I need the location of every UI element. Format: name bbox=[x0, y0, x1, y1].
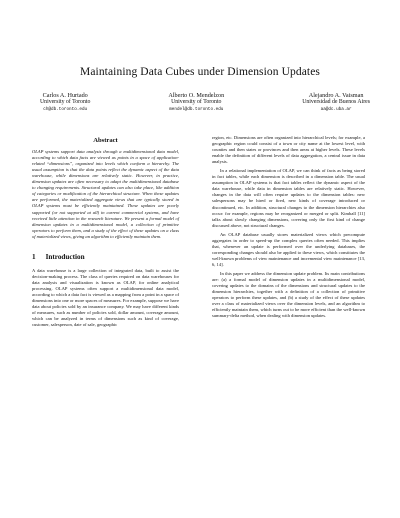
author-name: Carlos A. Hurtado bbox=[42, 92, 88, 99]
body-paragraph: region, etc. Dimensions are often organized into hierarchical levels; for example, a geographic region could consist of a town or city name at the lowest level, with counties and then states or provinces and then areas at higher levels. These levels enable the definition of different levels of data aggregation, a central issue in data analysis. bbox=[212, 135, 365, 165]
author-block bbox=[40, 92, 370, 114]
body-paragraph: In a relational implementation of OLAP, we can think of facts as being stored in fact tables, while each dimension is described in a dimension table. The usual assumption in OLAP systems is that fact tables reflect the dynamic aspect of the data warehouse, while data in dimension tables are relatively static. However, changes in the data will often require updates to the dimension tables: new salespersons may be hired or fired, new kinds of coverage introduced or discontinued, etc. In addition, structural changes to the dimension hierarchies also occur: for example, regions may be reorganized or merged or split. Kimball [11] talks about slowly changing dimensions, covering only the first kind of change discussed above, not structural changes. bbox=[212, 168, 365, 228]
body-paragraph: An OLAP database usually stores materialized views which precompute aggregates in order to speed-up the complex queries often needed. This implies that, whenever an update is performed over the underlying databases, the corresponding changes should also be applied to these views, which constitutes the well-known problems of view maintenance and incremental view maintenance [13, 6, 14]. bbox=[212, 231, 365, 267]
author-name: Alejandro A. Vaisman bbox=[308, 92, 364, 99]
intro-paragraph: A data warehouse is a large collection of integrated data, built to assist the decision-making process. The class of queries required on data warehouses for data analysis and visualization is known as OLAP, for online analytical processing. OLAP systems often support a multidimensional data model, according to which a data fact is viewed as a mapping from a point in a space of dimensions into one or more spaces of measures. For example, suppose we have data about policies sold by an insurance company. We may have different kinds of measures, such as number of policies sold, dollar amount, coverage amount, which can be analyzed in terms of dimensions such as kind of coverage, customer, salesperson, date of sale, geographic bbox=[32, 267, 179, 328]
author-1 bbox=[40, 92, 90, 114]
author-affiliation: Universidad de Buenos Aires bbox=[302, 99, 370, 106]
section-title: Introduction bbox=[45, 252, 85, 261]
author-name: Alberto O. Mendelzon bbox=[168, 92, 225, 99]
right-column bbox=[212, 135, 365, 319]
left-column bbox=[32, 138, 179, 328]
author-affiliation: University of Toronto bbox=[40, 99, 91, 106]
section-heading bbox=[32, 254, 179, 260]
author-3 bbox=[302, 92, 370, 114]
abstract-heading: Abstract bbox=[93, 137, 118, 144]
paper-title: Maintaining Data Cubes under Dimension Updates bbox=[80, 66, 320, 78]
abstract-text: OLAP systems support data analysis through a multidimensional data model, according to which data facts are viewed as points in a space of application-related “dimensions”, organized into levels which conform a hierarchy. The usual assumption is that the data points reflect the dynamic aspect of the data warehouse, while dimensions are relatively static. However, in practice, dimension updates are often necessary to adapt the multidimensional database to changing requirements. Structural updates can also take place, like addition of categories or modification of the hierarchical structure. When these updates are performed, the materialized aggregate views that are typically stored in OLAP systems must be efficiently maintained. These updates are poorly supported (or not supported at all) in current commercial systems, and have received little attention in the research literature. We present a formal model of dimension updates in a multidimensional model, a collection of primitive operators to perform them, and a study of the effect of these updates on a class of materialized views, giving an algorithm to efficiently maintain them. bbox=[32, 149, 179, 239]
author-email: aa@dc.uba.ar bbox=[320, 107, 352, 113]
author-2 bbox=[168, 92, 224, 114]
author-email: mendel@db.toronto.edu bbox=[169, 107, 224, 113]
author-affiliation: University of Toronto bbox=[171, 99, 222, 106]
section-number: 1 bbox=[32, 252, 36, 261]
body-paragraph: In this paper we address the dimension update problem. Its main contributions are: (a) a formal model of dimension updates in a multidimensional model, covering updates to the domains of the dimensions and structural updates to the dimension hierarchies, together with a definition of a collection of primitive operators to perform these updates, and (b) a study of the effect of these updates over a class of materialized views over the dimension levels, and an algorithm to efficiently maintain them, which turns out to be more efficient than the well-known summary-delta method, when dealing with dimension updates. bbox=[212, 270, 365, 319]
author-email: ch@db.toronto.edu bbox=[43, 107, 88, 113]
